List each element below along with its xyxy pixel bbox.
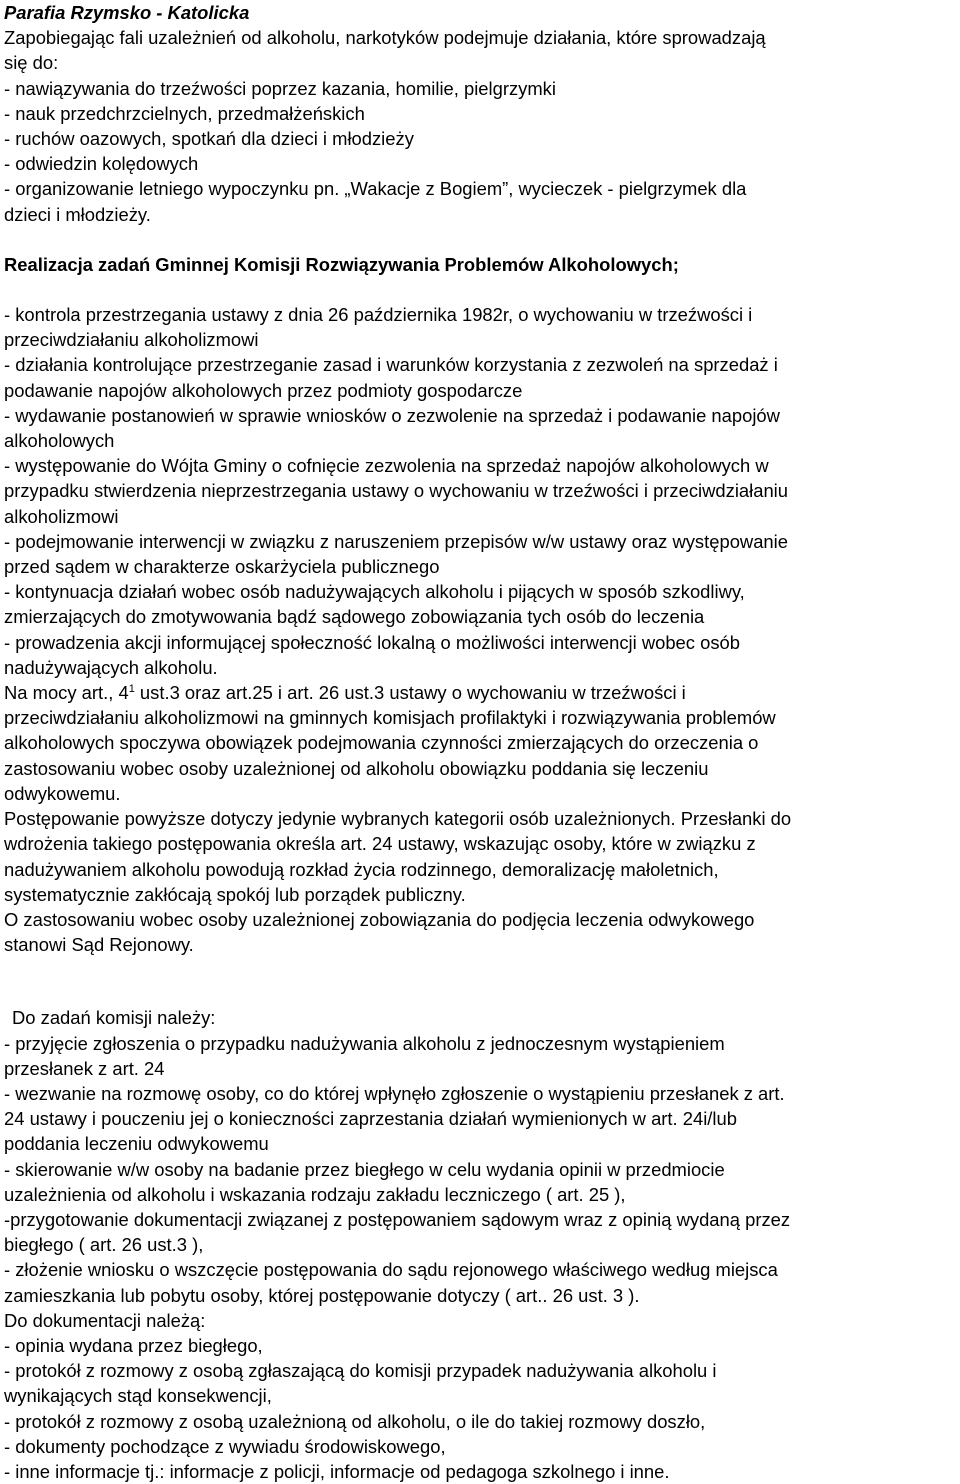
text-line: stanowi Sąd Rejonowy. xyxy=(4,934,194,956)
text-line: odwykowemu. xyxy=(4,782,121,804)
text-line: - kontynuacja działań wobec osób nadużywających alkoholu i pijących w sposób szkodliwy, xyxy=(4,581,745,603)
text-line: - prowadzenia akcji informującej społeczność lokalną o możliwości interwencji wobec osób xyxy=(4,631,740,653)
text-line: alkoholowych spoczywa obowiązek podejmowania czynności zmierzających do orzeczenia o xyxy=(4,732,759,754)
spacer xyxy=(4,957,960,1005)
legal-basis-superscript: 1 xyxy=(128,682,135,695)
text-line: alkoholizmowi xyxy=(4,505,119,527)
text-line: - wydawanie postanowień w sprawie wniosków o zezwolenie na sprzedaż i podawanie napojów xyxy=(4,404,780,426)
text-line: przypadku stwierdzenia nieprzestrzegania ustawy o wychowaniu w trzeźwości i przeciwdziałaniu xyxy=(4,480,788,502)
text-line: - dokumenty pochodzące z wywiadu środowiskowego, xyxy=(4,1435,446,1457)
legal-basis-line xyxy=(4,680,960,705)
text-line: poddania leczeniu odwykowemu xyxy=(4,1133,269,1155)
text-line: Postępowanie powyższe dotyczy jedynie wybranych kategorii osób uzależnionych. Przesłanki do xyxy=(4,808,792,830)
text-line: uzależnienia od alkoholu i wskazania rodzaju zakładu leczniczego ( art. 25 ), xyxy=(4,1183,626,1205)
text-line: alkoholowych xyxy=(4,430,115,452)
text-line: - występowanie do Wójta Gminy o cofnięcie zezwolenia na sprzedaż napojów alkoholowych w xyxy=(4,455,769,477)
spacer xyxy=(4,277,960,302)
commission-list xyxy=(4,302,960,680)
text-line: -przygotowanie dokumentacji związanej z postępowaniem sądowym wraz z opinią wydaną przez xyxy=(4,1208,791,1230)
commission-paragraph xyxy=(4,705,960,957)
text-line: biegłego ( art. 26 ust.3 ), xyxy=(4,1234,204,1256)
text-line: - kontrola przestrzegania ustawy z dnia 26 października 1982r, o wychowaniu w trzeźwości i xyxy=(4,304,753,326)
text-line: się do: xyxy=(4,52,59,74)
text-line: zamieszkania lub pobytu osoby, której postępowanie dotyczy ( art.. 26 ust. 3 ). xyxy=(4,1284,640,1306)
text-line: - nawiązywania do trzeźwości poprzez kazania, homilie, pielgrzymki xyxy=(4,77,556,99)
text-line: O zastosowaniu wobec osoby uzależnionej zobowiązania do podjęcia leczenia odwykowego xyxy=(4,908,755,930)
text-line: przesłanek z art. 24 xyxy=(4,1057,165,1079)
text-line: - odwiedzin kolędowych xyxy=(4,153,199,175)
text-line: Zapobiegając fali uzależnień od alkoholu, narkotyków podejmuje działania, które sprowadzają xyxy=(4,27,766,49)
parish-heading: Parafia Rzymsko - Katolicka xyxy=(4,2,250,23)
text-line: - nauk przedchrzcielnych, przedmałżeńskich xyxy=(4,102,365,124)
text-line: - inne informacje tj.: informacje z policji, informacje od pedagoga szkolnego i inne. xyxy=(4,1460,670,1482)
text-line: - wezwanie na rozmowę osoby, co do której wpłynęło zgłoszenie o wystąpieniu przesłanek z art. xyxy=(4,1082,785,1104)
text-line: podawanie napojów alkoholowych przez podmioty gospodarcze xyxy=(4,379,523,401)
text-line: - ruchów oazowych, spotkań dla dzieci i młodzieży xyxy=(4,128,414,150)
text-line: nadużywaniem alkoholu powodują rozkład życia rodzinnego, demoralizację małoletnich, xyxy=(4,858,719,880)
spacer xyxy=(4,227,960,252)
text-line: - opinia wydana przez biegłego, xyxy=(4,1334,263,1356)
commission-heading: Realizacja zadań Gminnej Komisji Rozwiązywania Problemów Alkoholowych; xyxy=(4,253,679,275)
tasks-list xyxy=(4,1031,960,1484)
text-line: 24 ustawy i pouczeniu jej o konieczności zaprzestania działań wymienionych w art. 24i/lub xyxy=(4,1108,737,1130)
text-line: przeciwdziałaniu alkoholizmowi na gminnych komisjach profilaktyki i rozwiązywania problemów xyxy=(4,707,776,729)
text-line: - organizowanie letniego wypoczynku pn. „Wakacje z Bogiem”, wycieczek - pielgrzymek dla xyxy=(4,178,747,200)
text-line: wdrożenia takiego postępowania określa art. 24 ustawy, wskazując osoby, które w związku z xyxy=(4,833,756,855)
legal-basis-suffix: ust.3 oraz art.25 i art. 26 ust.3 ustawy o wychowaniu w trzeźwości i xyxy=(134,682,686,704)
text-line: nadużywających alkoholu. xyxy=(4,656,218,678)
text-line: przed sądem w charakterze oskarżyciela publicznego xyxy=(4,556,440,578)
text-line: - protokół z rozmowy z osobą uzależnioną od alkoholu, o ile do takiej rozmowy doszło, xyxy=(4,1410,706,1432)
text-line: zmierzających do zmotywowania bądź sądowego zobowiązania tych osób do leczenia xyxy=(4,606,705,628)
text-line: - złożenie wniosku o wszczęcie postępowania do sądu rejonowego właściwego według miejsca xyxy=(4,1259,778,1281)
legal-basis-prefix: Na mocy art., 4 xyxy=(4,682,129,704)
text-line: systematycznie zakłócają spokój lub porządek publiczny. xyxy=(4,883,466,905)
text-line: - podejmowanie interwencji w związku z naruszeniem przepisów w/w ustawy oraz występowanie xyxy=(4,530,788,552)
tasks-heading: Do zadań komisji należy: xyxy=(12,1007,216,1029)
text-line: - działania kontrolujące przestrzeganie zasad i warunków korzystania z zezwoleń na sprzedaż i xyxy=(4,354,778,376)
text-line: Do dokumentacji należą: xyxy=(4,1309,206,1331)
text-line: - przyjęcie zgłoszenia o przypadku nadużywania alkoholu z jednoczesnym wystąpieniem xyxy=(4,1032,725,1054)
text-line: zastosowaniu wobec osoby uzależnionej od alkoholu obowiązku poddania się leczeniu xyxy=(4,757,709,779)
text-line: - protokół z rozmowy z osobą zgłaszającą do komisji przypadek nadużywania alkoholu i xyxy=(4,1360,717,1382)
text-line: dzieci i młodzieży. xyxy=(4,203,151,225)
parish-paragraph xyxy=(4,25,960,227)
text-line: przeciwdziałaniu alkoholizmowi xyxy=(4,329,259,351)
text-line: wynikających stąd konsekwencji, xyxy=(4,1385,272,1407)
text-line: - skierowanie w/w osoby na badanie przez biegłego w celu wydania opinii w przedmiocie xyxy=(4,1158,725,1180)
